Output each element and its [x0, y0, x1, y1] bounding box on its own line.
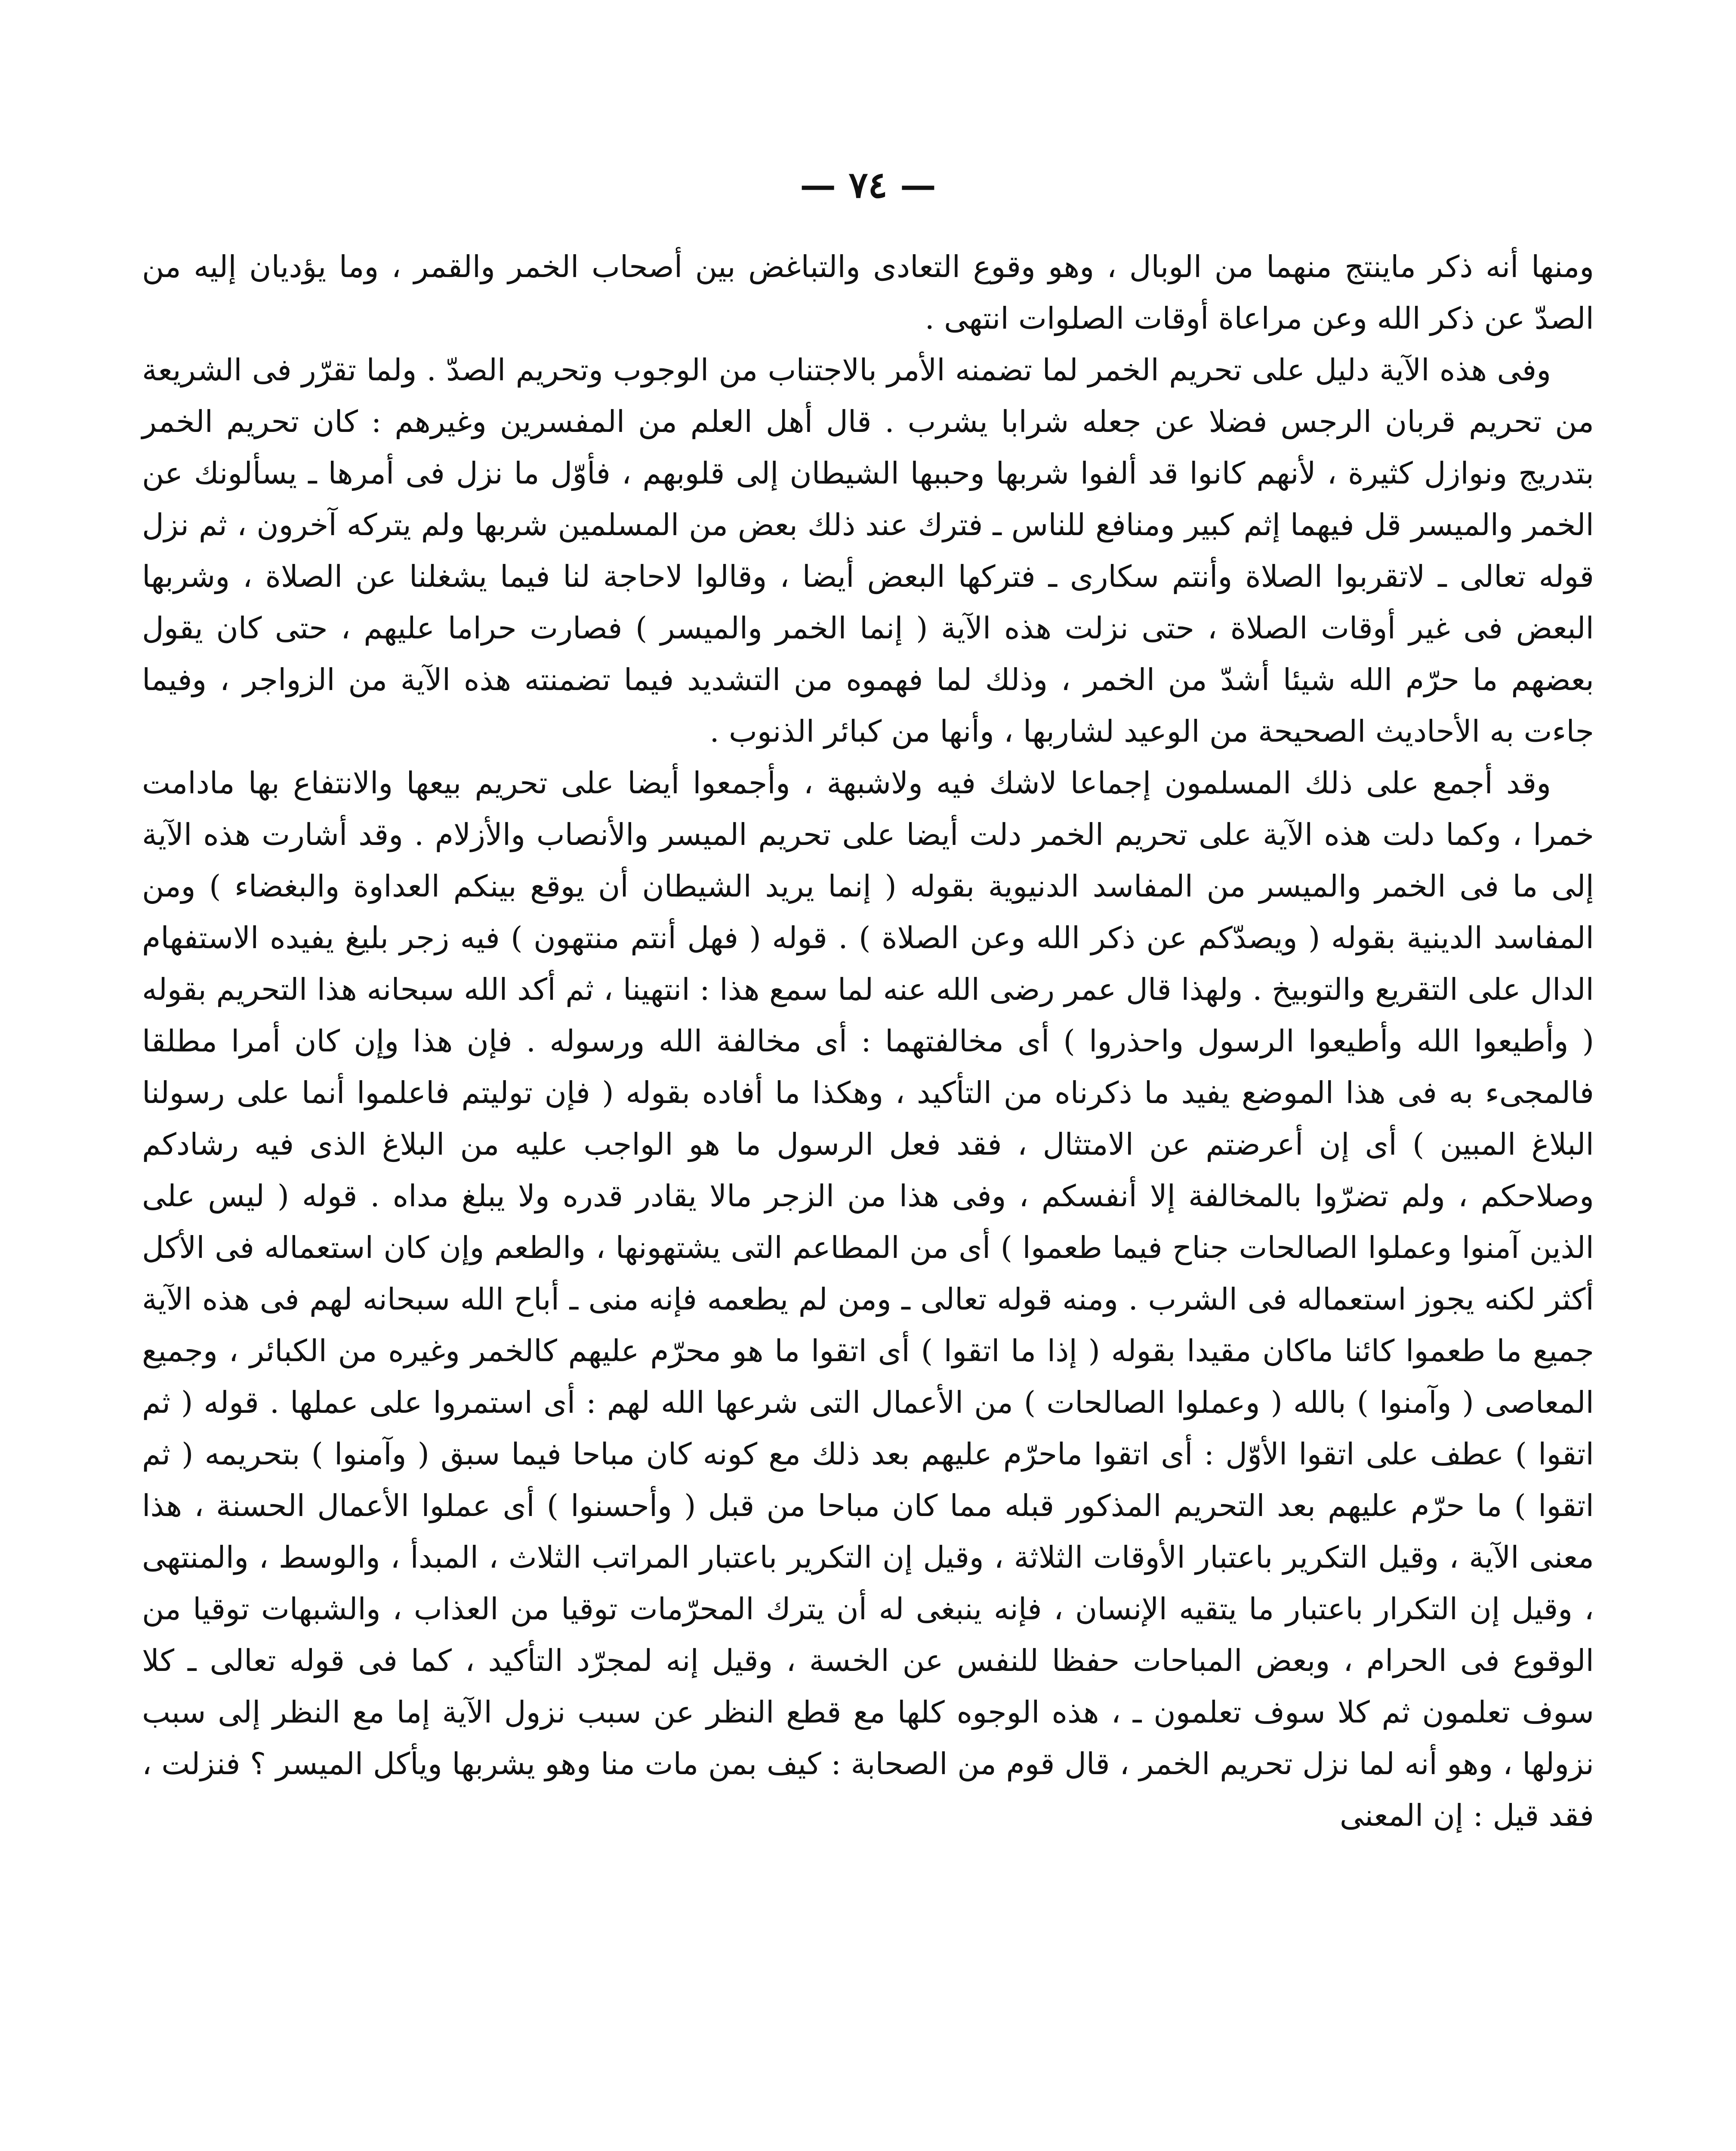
paragraph-3: وقد أجمع على ذلك المسلمون إجماعا لاشك فيه ولاشبهة ، وأجمعوا أيضا على تحريم بيعها والانتفاع بها مادامت خمرا ، وكما دلت هذه الآية على تحريم الخمر دلت أيضا على تحريم الميسر والأنصاب والأزلام . وقد أشارت هذه الآية إلى ما فى الخمر والميسر من المفاسد الدنيوية بقوله ( إنما يريد الشيطان أن يوقع بينكم العداوة والبغضاء ) ومن المفاسد الدينية بقوله ( ويصدّكم عن ذكر الله وعن الصلاة ) . قوله ( فهل أنتم منتهون ) فيه زجر بليغ يفيده الاستفهام الدال على التقريع والتوبيخ . ولهذا قال عمر رضى الله عنه لما سمع هذا : انتهينا ، ثم أكد الله سبحانه هذا التحريم بقوله ( وأطيعوا الله وأطيعوا الرسول واحذروا ) أى مخالفتهما : أى مخالفة الله ورسوله . فإن هذا وإن كان أمرا مطلقا فالمجىء به فى هذا الموضع يفيد ما ذكرناه من التأكيد ، وهكذا ما أفاده بقوله ( فإن توليتم فاعلموا أنما على رسولنا البلاغ المبين ) أى إن أعرضتم عن الامتثال ، فقد فعل الرسول ما هو الواجب عليه من البلاغ الذى فيه رشادكم وصلاحكم ، ولم تضرّوا بالمخالفة إلا أنفسكم ، وفى هذا من الزجر مالا يقادر قدره ولا يبلغ مداه . قوله ( ليس على الذين آمنوا وعملوا الصالحات جناح فيما طعموا ) أى من المطاعم التى يشتهونها ، والطعم وإن كان استعماله فى الأكل أكثر لكنه يجوز استعماله فى الشرب . ومنه قوله تعالى ـ ومن لم يطعمه فإنه منى ـ أباح الله سبحانه لهم فى هذه الآية جميع ما طعموا كائنا ماكان مقيدا بقوله ( إذا ما اتقوا ) أى اتقوا ما هو محرّم عليهم كالخمر وغيره من الكبائر ، وجميع المعاصى ( وآمنوا ) بالله ( وعملوا الصالحات ) من الأعمال التى شرعها الله لهم : أى استمروا على عملها . قوله ( ثم اتقوا ) عطف على اتقوا الأوّل : أى اتقوا ماحرّم عليهم بعد ذلك مع كونه كان مباحا فيما سبق ( وآمنوا ) بتحريمه ( ثم اتقوا ) ما حرّم عليهم بعد التحريم المذكور قبله مما كان مباحا من قبل ( وأحسنوا ) أى عملوا الأعمال الحسنة ، هذا معنى الآية ، وقيل التكرير باعتبار الأوقات الثلاثة ، وقيل إن التكرير باعتبار المراتب الثلاث ، المبدأ ، والوسط ، والمنتهى ، وقيل إن التكرار باعتبار ما يتقيه الإنسان ، فإنه ينبغى له أن يترك المحرّمات توقيا من العذاب ، والشبهات توقيا من الوقوع فى الحرام ، وبعض المباحات حفظا للنفس عن الخسة ، وقيل إنه لمجرّد التأكيد ، كما فى قوله تعالى ـ كلا سوف تعلمون ثم كلا سوف تعلمون ـ ، هذه الوجوه كلها مع قطع النظر عن سبب نزول الآية إما مع النظر إلى سبب نزولها ، وهو أنه لما نزل تحريم الخمر ، قال قوم من الصحابة : كيف بمن مات منا وهو يشربها ويأكل الميسر ؟ فنزلت ، فقد قيل : إن المعنى: [142, 765, 1594, 1833]
paragraph-2: وفى هذه الآية دليل على تحريم الخمر لما تضمنه الأمر بالاجتناب من الوجوب وتحريم الصدّ . ولما تقرّر فى الشريعة من تحريم قربان الرجس فضلا عن جعله شرابا يشرب . قال أهل العلم من المفسرين وغيرهم : كان تحريم الخمر بتدريج ونوازل كثيرة ، لأنهم كانوا قد ألفوا شربها وحببها الشيطان إلى قلوبهم ، فأوّل ما نزل فى أمرها ـ يسألونك عن الخمر والميسر قل فيهما إثم كبير ومنافع للناس ـ فترك عند ذلك بعض من المسلمين شربها ولم يتركه آخرون ، ثم نزل قوله تعالى ـ لاتقربوا الصلاة وأنتم سكارى ـ فتركها البعض أيضا ، وقالوا لاحاجة لنا فيما يشغلنا عن الصلاة ، وشربها البعض فى غير أوقات الصلاة ، حتى نزلت هذه الآية ( إنما الخمر والميسر ) فصارت حراما عليهم ، حتى كان يقول بعضهم ما حرّم الله شيئا أشدّ من الخمر ، وذلك لما فهموه من التشديد فيما تضمنته هذه الآية من الزواجر ، وفيما جاءت به الأحاديث الصحيحة من الوعيد لشاربها ، وأنها من كبائر الذنوب .: [142, 352, 1594, 749]
document-page: [142, 155, 1594, 2151]
paragraph-1: ومنها أنه ذكر ماينتج منهما من الوبال ، وهو وقوع التعادى والتباغض بين أصحاب الخمر والقمر ، وما يؤديان إليه من الصدّ عن ذكر الله وعن مراعاة أوقات الصلوات انتهى .: [142, 249, 1594, 336]
page-number: — ٧٤ —: [800, 163, 936, 206]
